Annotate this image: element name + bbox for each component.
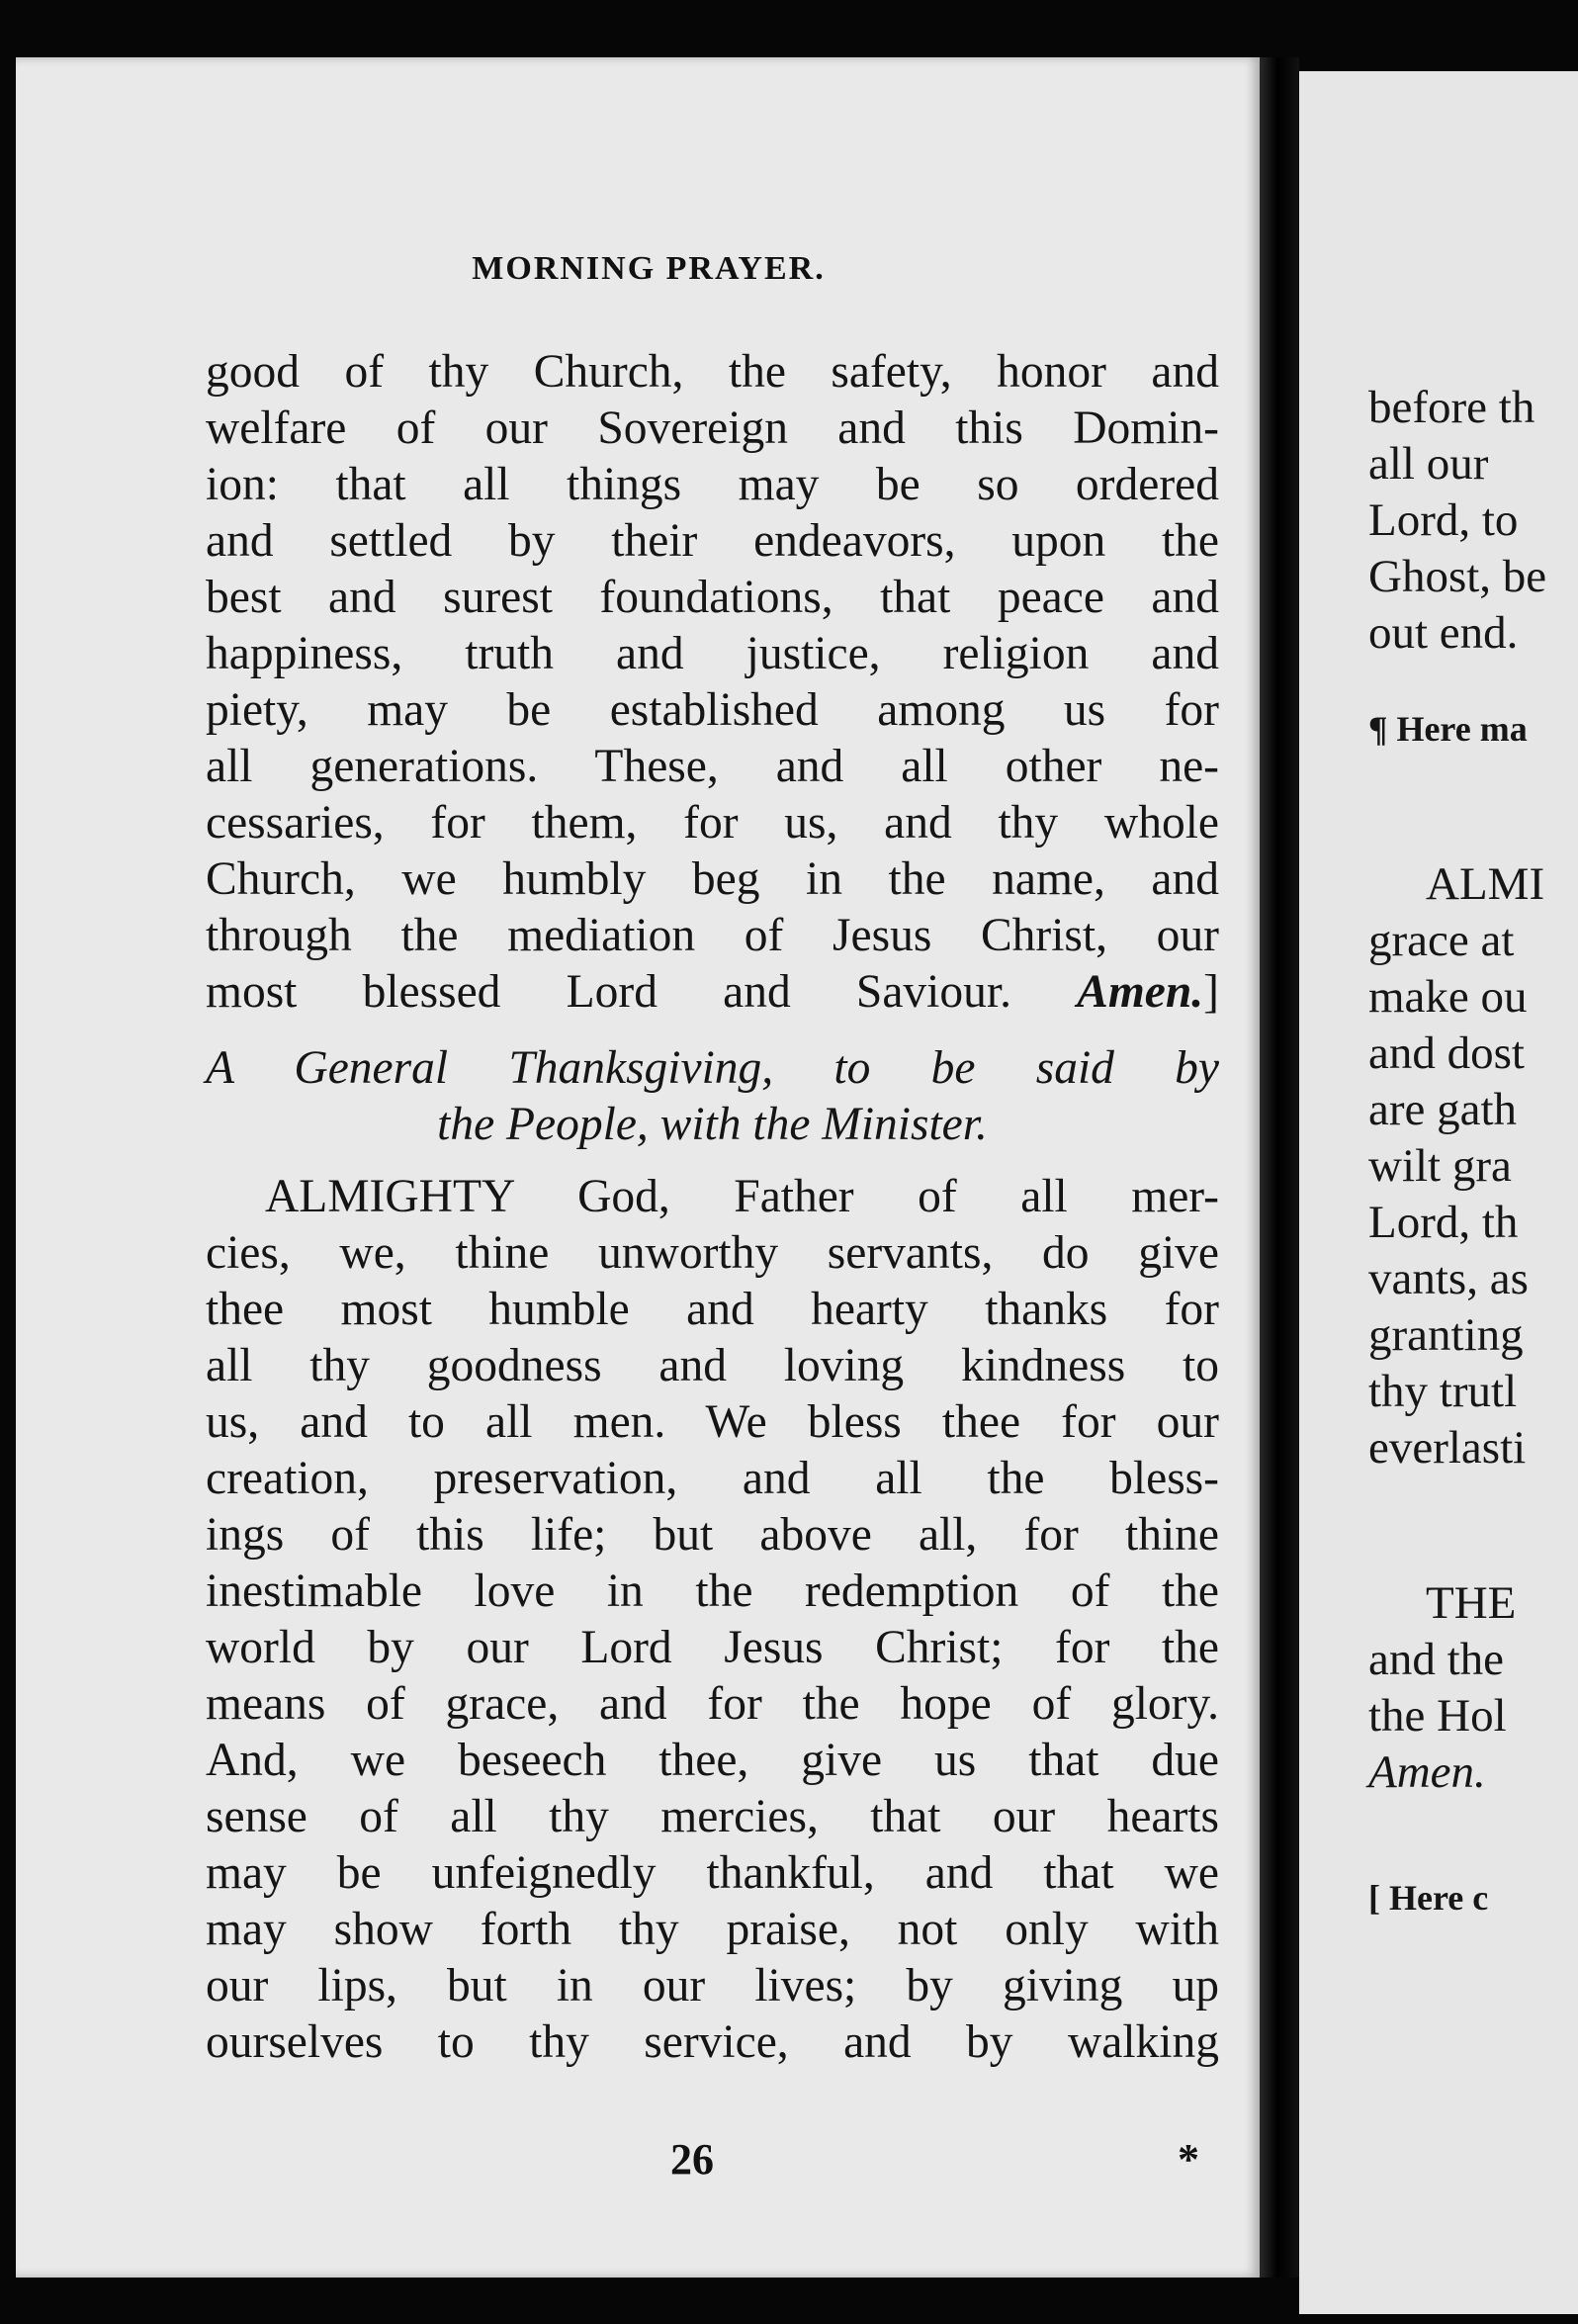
rubric-line: ¶ Here ma	[1368, 709, 1528, 749]
text-line: thy trutl	[1368, 1366, 1518, 1417]
amen-text: Amen.	[1368, 1746, 1486, 1798]
amen-text: Amen.	[1077, 966, 1204, 1018]
text-line: Ghost, be	[1368, 551, 1547, 602]
text-line: means of grace, and for the hope of glory.	[206, 1678, 1219, 1730]
text-line: may show forth thy praise, not only with	[206, 1904, 1219, 1955]
text-line: out end.	[1368, 607, 1519, 659]
text-line: Church, we humbly beg in the name, and	[206, 853, 1219, 905]
text-line: the Hol	[1368, 1690, 1507, 1742]
text-line: ALMI	[1426, 858, 1545, 910]
text-line: our lips, but in our lives; by giving up	[206, 1960, 1219, 2011]
text-line: grace at	[1368, 915, 1515, 966]
heading-line: A General Thanksgiving, to be said by	[206, 1042, 1219, 1094]
page-number: 26	[670, 2135, 714, 2184]
text-line: and settled by their endeavors, upon the	[206, 515, 1219, 567]
text-line-closing	[206, 964, 1219, 1021]
text-line: THE	[1426, 1577, 1517, 1629]
section-heading	[206, 1040, 1219, 1153]
text-line: ALMIGHTY God, Father of all mer-	[265, 1171, 1219, 1222]
page-body	[206, 344, 1219, 2071]
text-line: and dost	[1368, 1028, 1525, 1079]
rubric-line: [ Here c	[1368, 1878, 1489, 1918]
text-line: all generations. These, and all other ne-	[206, 741, 1219, 792]
text-line: Lord, th	[1368, 1197, 1519, 1248]
text-line: are gath	[1368, 1084, 1518, 1135]
text-line: creation, preservation, and all the bless-	[206, 1453, 1219, 1504]
text-line: all thy goodness and loving kindness to	[206, 1340, 1219, 1391]
text-line: happiness, truth and justice, religion and	[206, 628, 1219, 679]
right-page-text	[1368, 380, 1578, 1926]
text-line: cessaries, for them, for us, and thy whole	[206, 797, 1219, 849]
text-line: And, we beseech thee, give us that due	[206, 1735, 1219, 1786]
text-line: ion: that all things may be so ordered	[206, 459, 1219, 510]
text-line: inestimable love in the redemption of the	[206, 1565, 1219, 1617]
text-line: good of thy Church, the safety, honor and	[206, 346, 1219, 398]
heading-line: the People, with the Minister.	[437, 1099, 988, 1150]
text-line: vants, as	[1368, 1253, 1529, 1304]
thanksgiving-paragraph	[206, 1169, 1219, 2071]
text-line: everlasti	[1368, 1422, 1527, 1474]
text-line: all our	[1368, 438, 1489, 490]
text-line: through the mediation of Jesus Christ, our	[206, 910, 1219, 961]
text-line: us, and to all men. We bless thee for our	[206, 1396, 1219, 1448]
prayer-paragraph	[206, 344, 1219, 1021]
closing-text: most blessed Lord and Saviour.	[206, 966, 1011, 1018]
right-page-partial	[1299, 71, 1578, 2314]
text-line: granting	[1368, 1309, 1524, 1361]
text-line: world by our Lord Jesus Christ; for the	[206, 1622, 1219, 1673]
text-line: thee most humble and hearty thanks for	[206, 1284, 1219, 1335]
text-line: sense of all thy mercies, that our hearts	[206, 1791, 1219, 1842]
text-line: and the	[1368, 1634, 1505, 1685]
book-gutter	[1260, 57, 1299, 2278]
text-line: before th	[1368, 382, 1535, 433]
text-line: may be unfeignedly thankful, and that we	[206, 1847, 1219, 1899]
text-line: welfare of our Sovereign and this Domin-	[206, 402, 1219, 454]
text-line: best and surest foundations, that peace and	[206, 572, 1219, 623]
text-line: ourselves to thy service, and by walking	[206, 2016, 1219, 2068]
running-head: MORNING PRAYER.	[472, 250, 826, 287]
signature-mark: *	[1178, 2135, 1199, 2184]
text-line: wilt gra	[1368, 1140, 1512, 1192]
text-line: Lord, to	[1368, 494, 1519, 546]
text-line: ings of this life; but above all, for thine	[206, 1509, 1219, 1561]
text-line: cies, we, thine unworthy servants, do give	[206, 1227, 1219, 1279]
closing-bracket: ]	[1203, 966, 1219, 1018]
text-line: make ou	[1368, 971, 1528, 1023]
text-line: piety, may be established among us for	[206, 684, 1219, 736]
left-page	[16, 57, 1260, 2278]
